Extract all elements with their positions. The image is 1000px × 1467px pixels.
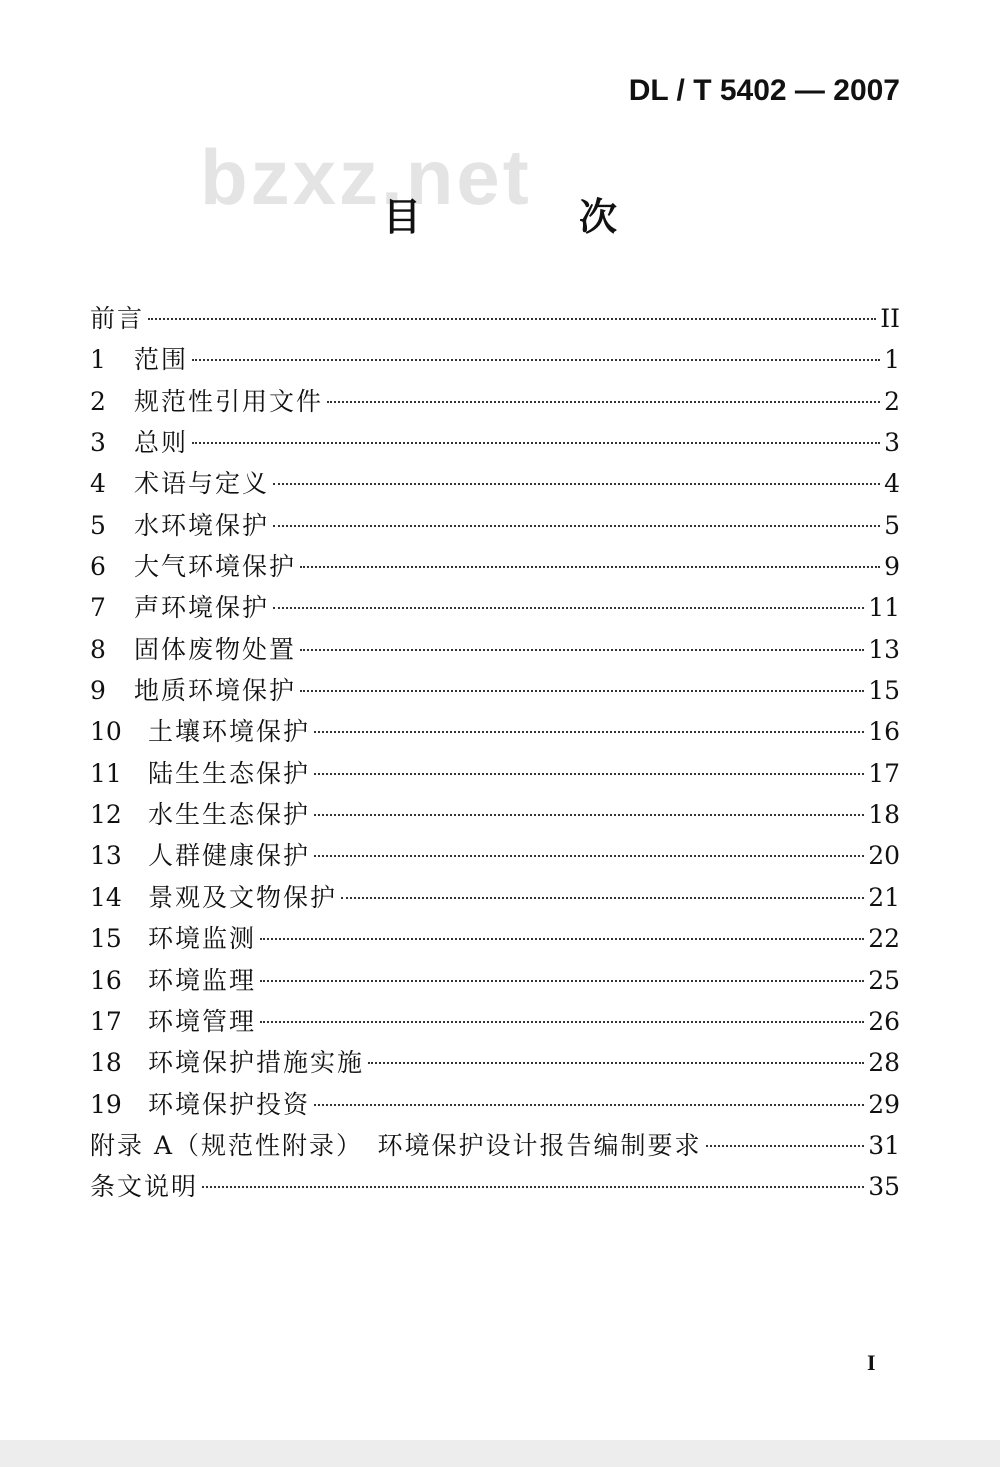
toc-entry-label: 前言 [90,304,145,333]
toc-entry-3[interactable] [90,422,900,463]
toc-entry-label: 环境监测 [148,924,257,954]
toc-entry-label: 大气环境保护 [134,552,297,582]
toc-entry-page: 5 [884,510,900,540]
toc-entry-page: 31 [868,1130,900,1160]
toc-entry-page: 16 [868,717,900,747]
toc-entry-label: 附录 A（规范性附录） 环境保护设计报告编制要求 [90,1130,702,1160]
toc-entry-appendix-a[interactable] [90,1125,900,1166]
standard-code: DL / T 5402 — 2007 [628,74,900,107]
toc-entry-15[interactable] [90,918,900,959]
toc-entry-page: 20 [868,841,900,871]
toc-entry-number: 4 [90,469,106,499]
toc-leader-dots [300,566,880,568]
toc-entry-number: 14 [90,882,122,912]
toc-entry-17[interactable] [90,1001,900,1042]
toc-leader-dots [314,855,864,857]
toc-entry-11[interactable] [90,753,900,794]
toc-entry-number: 15 [90,924,122,954]
toc-entry-page: 22 [868,924,900,954]
toc-entry-label: 陆生生态保护 [148,758,311,788]
toc-entry-number: 11 [90,758,122,788]
toc-entry-8[interactable] [90,629,900,670]
toc-leader-dots [148,318,876,320]
toc-entry-page: 11 [868,593,900,623]
toc-entry-page: 35 [868,1172,900,1202]
toc-entry-number: 1 [90,345,106,375]
toc-entry-label: 规范性引用文件 [134,386,324,416]
toc-entry-label: 范围 [134,345,189,375]
toc-entry-page: 17 [868,758,900,788]
toc-leader-dots [273,483,880,485]
toc-leader-dots [706,1145,865,1147]
toc-entry-page: 25 [868,965,900,995]
toc-entry-page: II [880,304,900,333]
toc-title: 目 次 [382,195,677,239]
toc-entry-13[interactable] [90,835,900,876]
toc-entry-number: 2 [90,386,106,416]
toc-entry-label: 景观及文物保护 [148,882,338,912]
toc-entry-12[interactable] [90,794,900,835]
toc-entry-6[interactable] [90,546,900,587]
watermark-logo: bzxz.net [200,133,532,221]
toc-entry-7[interactable] [90,587,900,628]
toc-leader-dots [273,525,880,527]
toc-leader-dots [192,442,880,444]
toc-entry-page: 4 [884,469,900,499]
toc-entry-4[interactable] [90,463,900,504]
toc-entry-label: 固体废物处置 [134,634,297,664]
toc-entry-label: 环境保护投资 [148,1089,311,1119]
toc-leader-dots [300,690,864,692]
toc-entry-page: 18 [868,800,900,830]
toc-entry-page: 13 [868,634,900,664]
toc-leader-dots [341,897,864,899]
toc-leader-dots [260,980,864,982]
toc-entry-label: 土壤环境保护 [148,717,311,747]
toc-entry-label: 术语与定义 [134,469,270,499]
toc-entry-number: 6 [90,552,106,582]
toc-leader-dots [260,938,864,940]
toc-entry-19[interactable] [90,1084,900,1125]
toc-entry-label: 环境保护措施实施 [148,1048,365,1078]
toc-entry-label: 地质环境保护 [134,676,297,706]
toc-entry-number: 17 [90,1006,122,1036]
toc-entry-page: 28 [868,1048,900,1078]
toc-leader-dots [273,607,864,609]
toc-entry-label: 环境管理 [148,1006,257,1036]
toc-entry-page: 15 [868,676,900,706]
toc-entry-page: 2 [884,386,900,416]
toc-entry-label: 人群健康保护 [148,841,311,871]
toc-entry-number: 7 [90,593,106,623]
toc-entry-number: 10 [90,717,122,747]
toc-leader-dots [202,1186,864,1188]
toc-leader-dots [260,1021,864,1023]
toc-entry-number: 3 [90,428,106,458]
toc-entry-preface[interactable] [90,298,900,339]
toc-entry-page: 26 [868,1006,900,1036]
toc-entry-label: 水环境保护 [134,510,270,540]
toc-leader-dots [327,401,880,403]
toc-leader-dots [314,814,864,816]
toc-entry-number: 16 [90,965,122,995]
toc-entry-label: 声环境保护 [134,593,270,623]
toc-entry-number: 18 [90,1048,122,1078]
toc-entry-page: 29 [868,1089,900,1119]
bottom-strip [0,1440,1000,1467]
toc-leader-dots [314,731,864,733]
toc-entry-1[interactable] [90,339,900,380]
page-number: I [867,1350,876,1375]
table-of-contents [90,298,900,1208]
toc-entry-page: 3 [884,428,900,458]
toc-leader-dots [314,1104,864,1106]
toc-entry-number: 8 [90,634,106,664]
toc-entry-page: 21 [868,882,900,912]
toc-leader-dots [300,649,864,651]
toc-entry-18[interactable] [90,1042,900,1083]
toc-entry-number: 19 [90,1089,122,1119]
toc-entry-label: 环境监理 [148,965,257,995]
toc-entry-number: 9 [90,676,106,706]
toc-entry-16[interactable] [90,960,900,1001]
toc-entry-page: 1 [884,345,900,375]
toc-entry-9[interactable] [90,670,900,711]
toc-leader-dots [314,773,864,775]
toc-entry-5[interactable] [90,505,900,546]
toc-entry-label: 总则 [134,428,189,458]
toc-leader-dots [192,359,880,361]
toc-entry-number: 13 [90,841,122,871]
toc-entry-10[interactable] [90,711,900,752]
toc-leader-dots [368,1062,864,1064]
toc-entry-label: 条文说明 [90,1172,199,1202]
toc-entry-number: 12 [90,800,122,830]
toc-entry-number: 5 [90,510,106,540]
toc-entry-page: 9 [884,552,900,582]
toc-entry-explanation[interactable] [90,1166,900,1207]
toc-entry-2[interactable] [90,381,900,422]
toc-entry-label: 水生生态保护 [148,800,311,830]
toc-entry-14[interactable] [90,877,900,918]
